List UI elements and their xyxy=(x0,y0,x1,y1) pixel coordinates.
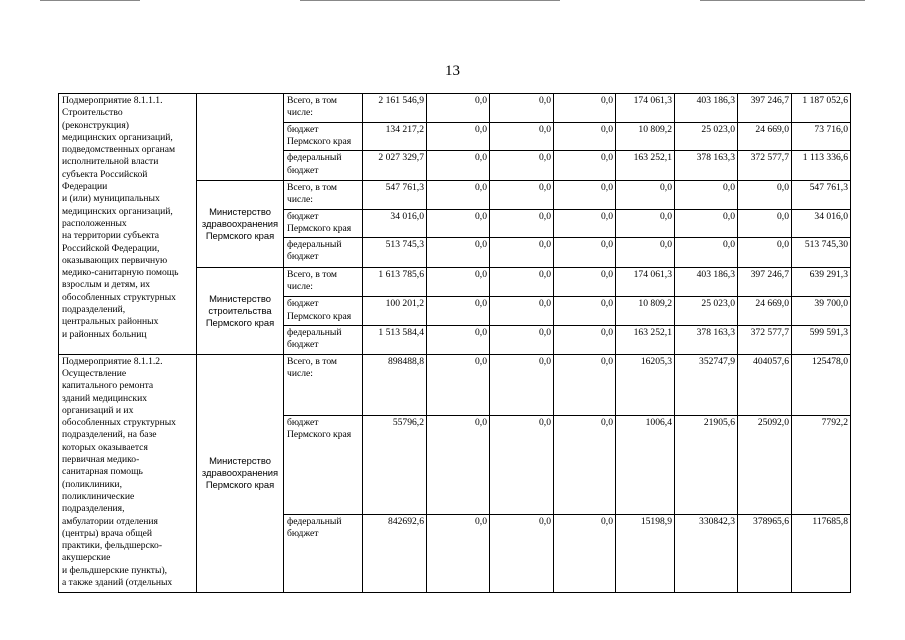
amount-cell: 0,0 xyxy=(554,237,616,267)
funding-source-label: Всего, в том xyxy=(287,95,338,106)
amount-cell: 163 252,1 xyxy=(616,151,675,180)
measure-description-line: и фельдшерские пункты), xyxy=(62,564,168,576)
funding-source-label: бюджет xyxy=(287,338,319,350)
amount-cell: 1 113 336,6 xyxy=(792,151,851,180)
funding-source-label: федеральный xyxy=(287,326,342,338)
amount-cell: 0,0 xyxy=(490,268,554,297)
funding-source-label: бюджет xyxy=(287,527,319,539)
funding-source-cell xyxy=(284,325,363,354)
amount-cell: 100 201,2 xyxy=(363,297,427,325)
amount-cell: 330842,3 xyxy=(675,514,738,592)
amount-cell: 403 186,3 xyxy=(675,268,738,297)
amount-cell: 0,0 xyxy=(554,415,616,514)
funding-source-cell xyxy=(284,180,363,209)
amount-cell: 1 513 584,4 xyxy=(363,325,427,354)
amount-cell: 397 246,7 xyxy=(738,94,792,123)
amount-cell: 352747,9 xyxy=(675,354,738,415)
funding-source-cell xyxy=(284,297,363,325)
amount-cell: 24 669,0 xyxy=(738,297,792,325)
amount-cell: 16205,3 xyxy=(616,354,675,415)
measure-description-line: организаций и их xyxy=(62,404,134,416)
amount-cell: 15198,9 xyxy=(616,514,675,592)
measure-description-cell xyxy=(59,94,197,355)
amount-cell: 0,0 xyxy=(427,94,490,123)
measure-description-line: подведомственных органам xyxy=(62,144,176,156)
responsible-executor-cell: Министерство здравоохранения Пермского края xyxy=(197,354,284,592)
amount-cell: 0,0 xyxy=(675,180,738,209)
responsible-executor-cell xyxy=(197,94,284,181)
scan-edge-line xyxy=(40,0,140,1)
funding-source-cell xyxy=(284,415,363,514)
amount-cell: 0,0 xyxy=(490,209,554,237)
amount-cell: 0,0 xyxy=(490,237,554,267)
funding-source-label: Всего, в том xyxy=(287,355,338,367)
amount-cell: 0,0 xyxy=(490,94,554,123)
measure-description-line: на территории субъекта xyxy=(62,230,160,242)
responsible-executor-cell: Министерство строительства Пермского края xyxy=(197,268,284,355)
funding-source-label: бюджет xyxy=(287,298,319,310)
funding-source-label: бюджет xyxy=(287,124,319,136)
amount-cell: 0,0 xyxy=(490,415,554,514)
funding-source-cell xyxy=(284,268,363,297)
amount-cell: 21905,6 xyxy=(675,415,738,514)
amount-cell: 10 809,2 xyxy=(616,123,675,151)
amount-cell: 0,0 xyxy=(490,514,554,592)
amount-cell: 0,0 xyxy=(616,209,675,237)
funding-source-label: Пермского края xyxy=(287,310,352,322)
table-row xyxy=(59,94,851,123)
amount-cell: 547 761,3 xyxy=(792,180,851,209)
amount-cell: 55796,2 xyxy=(363,415,427,514)
amount-cell: 134 217,2 xyxy=(363,123,427,151)
amount-cell: 0,0 xyxy=(427,325,490,354)
amount-cell: 0,0 xyxy=(427,209,490,237)
amount-cell: 0,0 xyxy=(554,94,616,123)
measure-description-line: первичная медико- xyxy=(62,454,140,466)
measure-description-line: оказывающих первичную xyxy=(62,254,168,266)
amount-cell: 25 023,0 xyxy=(675,297,738,325)
amount-cell: 372 577,7 xyxy=(738,325,792,354)
measure-description-line: поликлинические xyxy=(62,490,135,502)
funding-source-label: Всего, в том xyxy=(287,269,338,281)
amount-cell: 174 061,3 xyxy=(616,94,675,123)
measure-description-line: (центры) врача общей xyxy=(62,527,153,539)
amount-cell: 0,0 xyxy=(738,237,792,267)
amount-cell: 372 577,7 xyxy=(738,151,792,180)
measure-description-line: подразделения, xyxy=(62,503,125,515)
funding-source-label: бюджет xyxy=(287,416,319,428)
amount-cell: 404057,6 xyxy=(738,354,792,415)
amount-cell: 0,0 xyxy=(427,237,490,267)
measure-description-line: капитального ремонта xyxy=(62,380,154,392)
funding-source-label: федеральный xyxy=(287,152,342,164)
funding-source-label: Пермского края xyxy=(287,223,352,235)
amount-cell: 0,0 xyxy=(427,180,490,209)
amount-cell: 378 163,3 xyxy=(675,325,738,354)
amount-cell: 163 252,1 xyxy=(616,325,675,354)
measure-description-line: расположенных xyxy=(62,217,127,229)
measure-description-line: центральных районных xyxy=(62,316,159,328)
amount-cell: 0,0 xyxy=(427,268,490,297)
funding-source-label: Пермского края xyxy=(287,428,352,440)
funding-source-label: федеральный xyxy=(287,238,342,250)
measure-description-line: амбулатории отделения xyxy=(62,515,158,527)
funding-source-label: бюджет xyxy=(287,251,319,263)
amount-cell: 25 023,0 xyxy=(675,123,738,151)
measure-description-line: Российской Федерации, xyxy=(62,242,160,254)
funding-source-label: числе: xyxy=(287,281,313,293)
amount-cell: 25092,0 xyxy=(738,415,792,514)
amount-cell: 547 761,3 xyxy=(363,180,427,209)
amount-cell: 0,0 xyxy=(554,123,616,151)
amount-cell: 0,0 xyxy=(490,123,554,151)
funding-source-label: Пермского края xyxy=(287,136,352,148)
amount-cell: 0,0 xyxy=(554,514,616,592)
amount-cell: 0,0 xyxy=(554,209,616,237)
amount-cell: 0,0 xyxy=(427,415,490,514)
measure-description-line: взрослым и детям, их xyxy=(62,279,151,291)
amount-cell: 0,0 xyxy=(490,180,554,209)
budget-table xyxy=(58,93,851,593)
funding-source-cell xyxy=(284,354,363,415)
amount-cell: 0,0 xyxy=(490,297,554,325)
measure-description-line: исполнительной власти xyxy=(62,156,159,168)
measure-description-line: Подмероприятие 8.1.1.1. xyxy=(62,95,163,106)
measure-description-line: субъекта Российской xyxy=(62,168,148,180)
measure-description-line: Строительство xyxy=(62,107,123,119)
amount-cell: 0,0 xyxy=(490,151,554,180)
funding-source-cell xyxy=(284,237,363,267)
measure-description-line: обособленных структурных xyxy=(62,291,176,303)
amount-cell: 2 161 546,9 xyxy=(363,94,427,123)
funding-source-label: бюджет xyxy=(287,210,319,222)
amount-cell: 378 163,3 xyxy=(675,151,738,180)
amount-cell: 0,0 xyxy=(427,514,490,592)
funding-source-cell xyxy=(284,209,363,237)
amount-cell: 34 016,0 xyxy=(363,209,427,237)
amount-cell: 898488,8 xyxy=(363,354,427,415)
measure-description-line: медико-санитарную помощь xyxy=(62,267,179,279)
page-number: 13 xyxy=(445,63,460,79)
amount-cell: 0,0 xyxy=(427,151,490,180)
measure-description-line: медицинских организаций, xyxy=(62,205,173,217)
budget-table-body xyxy=(59,94,851,593)
measure-description-line: зданий медицинских xyxy=(62,392,148,404)
amount-cell: 0,0 xyxy=(427,354,490,415)
amount-cell: 1 613 785,6 xyxy=(363,268,427,297)
amount-cell: 842692,6 xyxy=(363,514,427,592)
amount-cell: 117685,8 xyxy=(792,514,851,592)
responsible-executor-cell: Министерство здравоохранения Пермского края xyxy=(197,180,284,268)
amount-cell: 639 291,3 xyxy=(792,268,851,297)
measure-description-line: обособленных структурных xyxy=(62,417,176,429)
amount-cell: 513 745,3 xyxy=(363,237,427,267)
measure-description-line: которых оказывается xyxy=(62,441,148,453)
amount-cell: 403 186,3 xyxy=(675,94,738,123)
amount-cell: 0,0 xyxy=(427,297,490,325)
amount-cell: 0,0 xyxy=(554,151,616,180)
measure-description-line: санитарная помощь xyxy=(62,466,143,478)
amount-cell: 0,0 xyxy=(490,325,554,354)
funding-source-label: Всего, в том xyxy=(287,181,338,193)
amount-cell: 0,0 xyxy=(554,325,616,354)
measure-description-line: акушерские xyxy=(62,552,111,564)
measure-description-line: Осуществление xyxy=(62,368,127,379)
amount-cell: 73 716,0 xyxy=(792,123,851,151)
amount-cell: 0,0 xyxy=(554,354,616,415)
measure-description-line: практики, фельдшерско- xyxy=(62,540,163,552)
amount-cell: 174 061,3 xyxy=(616,268,675,297)
amount-cell: 34 016,0 xyxy=(792,209,851,237)
funding-source-cell xyxy=(284,123,363,151)
amount-cell: 0,0 xyxy=(554,268,616,297)
scan-edge-line xyxy=(300,0,560,1)
measure-description-cell xyxy=(59,354,197,592)
amount-cell: 397 246,7 xyxy=(738,268,792,297)
funding-source-cell xyxy=(284,514,363,592)
funding-source-label: бюджет xyxy=(287,164,319,176)
amount-cell: 7792,2 xyxy=(792,415,851,514)
measure-description-line: медицинских организаций, xyxy=(62,131,173,143)
amount-cell: 0,0 xyxy=(675,237,738,267)
measure-description-line: подразделений, на базе xyxy=(62,429,157,441)
measure-description-line: подразделений, xyxy=(62,304,126,316)
funding-source-label: федеральный xyxy=(287,515,342,527)
measure-description-line: (реконструкция) xyxy=(62,119,129,131)
amount-cell: 378965,6 xyxy=(738,514,792,592)
amount-cell: 24 669,0 xyxy=(738,123,792,151)
amount-cell: 0,0 xyxy=(675,209,738,237)
amount-cell: 0,0 xyxy=(427,123,490,151)
amount-cell: 10 809,2 xyxy=(616,297,675,325)
table-row xyxy=(59,354,851,415)
measure-description-line: и районных больниц xyxy=(62,328,147,340)
funding-source-label: числе: xyxy=(287,193,313,205)
amount-cell: 513 745,30 xyxy=(792,237,851,267)
measure-description-line: а также зданий (отдельных xyxy=(62,577,173,589)
amount-cell: 0,0 xyxy=(738,209,792,237)
funding-source-label: числе: xyxy=(287,368,313,379)
measure-description-line: и (или) муниципальных xyxy=(62,193,160,205)
measure-description-line: (поликлиники, xyxy=(62,478,122,490)
amount-cell: 0,0 xyxy=(554,180,616,209)
scan-edge-line xyxy=(700,0,865,1)
measure-description-line: Подмероприятие 8.1.1.2. xyxy=(62,355,163,367)
measure-description-line: Федерации xyxy=(62,181,108,193)
amount-cell: 0,0 xyxy=(554,297,616,325)
amount-cell: 39 700,0 xyxy=(792,297,851,325)
amount-cell: 599 591,3 xyxy=(792,325,851,354)
funding-source-cell xyxy=(284,151,363,180)
amount-cell: 1006,4 xyxy=(616,415,675,514)
amount-cell: 1 187 052,6 xyxy=(792,94,851,123)
amount-cell: 0,0 xyxy=(616,180,675,209)
amount-cell: 125478,0 xyxy=(792,354,851,415)
amount-cell: 2 027 329,7 xyxy=(363,151,427,180)
amount-cell: 0,0 xyxy=(616,237,675,267)
funding-source-label: числе: xyxy=(287,107,313,119)
amount-cell: 0,0 xyxy=(738,180,792,209)
amount-cell: 0,0 xyxy=(490,354,554,415)
funding-source-cell xyxy=(284,94,363,123)
